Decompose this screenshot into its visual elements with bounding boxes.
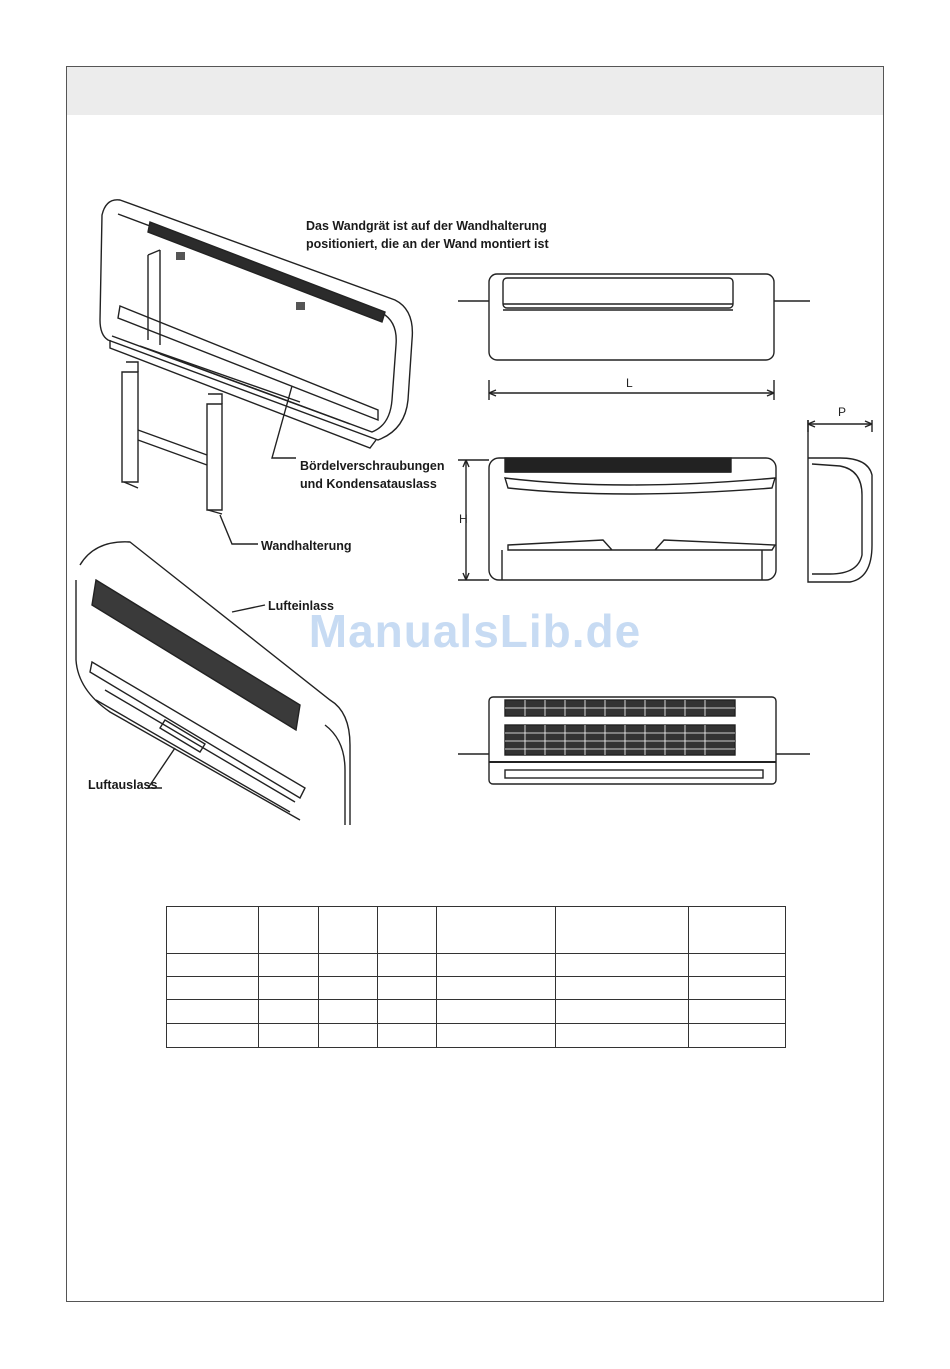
table-cell bbox=[167, 977, 259, 1000]
table-cell bbox=[258, 954, 318, 977]
front-view-top bbox=[458, 274, 810, 400]
table-cell bbox=[167, 1000, 259, 1024]
wall-unit-caption-line2: positioniert, die an der Wand montiert ist bbox=[306, 237, 549, 251]
table-row bbox=[167, 1024, 786, 1048]
table-cell bbox=[167, 1024, 259, 1048]
watermark: ManualsLib.de bbox=[308, 605, 642, 657]
table-cell bbox=[556, 1024, 689, 1048]
table-cell bbox=[377, 977, 436, 1000]
table-cell bbox=[377, 907, 436, 954]
table-cell bbox=[436, 1000, 556, 1024]
wall-unit-caption bbox=[306, 217, 549, 253]
table-cell bbox=[167, 954, 259, 977]
spec-table bbox=[166, 906, 786, 1048]
table-cell bbox=[556, 977, 689, 1000]
table-cell bbox=[436, 977, 556, 1000]
table-cell bbox=[556, 954, 689, 977]
air-outlet-caption: Luftauslass bbox=[88, 778, 158, 792]
table-row bbox=[167, 1000, 786, 1024]
table-cell bbox=[377, 954, 436, 977]
table-cell bbox=[689, 954, 786, 977]
front-view-middle bbox=[458, 458, 776, 580]
flare-caption bbox=[300, 457, 444, 493]
side-view bbox=[808, 420, 872, 582]
table-cell bbox=[318, 1000, 377, 1024]
table-cell bbox=[377, 1024, 436, 1048]
table-cell bbox=[167, 907, 259, 954]
table-cell bbox=[689, 1000, 786, 1024]
table-cell bbox=[556, 1000, 689, 1024]
table-cell bbox=[318, 1024, 377, 1048]
table-row bbox=[167, 977, 786, 1000]
flare-caption-line2: und Kondensatauslass bbox=[300, 477, 437, 491]
flare-caption-line1: Bördelverschraubungen bbox=[300, 459, 445, 473]
wall-bracket-caption: Wandhalterung bbox=[261, 539, 352, 553]
table-cell bbox=[258, 907, 318, 954]
table-cell bbox=[318, 954, 377, 977]
table-cell bbox=[258, 977, 318, 1000]
table-cell bbox=[436, 1024, 556, 1048]
table-cell bbox=[436, 954, 556, 977]
table-row bbox=[167, 907, 786, 954]
dimension-depth-label: P bbox=[838, 405, 847, 419]
table-cell bbox=[689, 907, 786, 954]
dimension-length-label: L bbox=[626, 376, 633, 390]
table-cell bbox=[318, 977, 377, 1000]
table-cell bbox=[377, 1000, 436, 1024]
table-cell bbox=[258, 1024, 318, 1048]
table-cell bbox=[436, 907, 556, 954]
air-inlet-caption: Lufteinlass bbox=[268, 599, 334, 613]
dimension-height-label: H bbox=[459, 512, 468, 526]
wall-unit-caption-line1: Das Wandgrät ist auf der Wandhalterung bbox=[306, 219, 547, 233]
table-cell bbox=[556, 907, 689, 954]
table-row bbox=[167, 954, 786, 977]
table-cell bbox=[689, 1024, 786, 1048]
bracket-leader-line bbox=[220, 515, 258, 544]
rear-view bbox=[458, 697, 810, 784]
table-cell bbox=[258, 1000, 318, 1024]
table-cell bbox=[689, 977, 786, 1000]
table-cell bbox=[318, 907, 377, 954]
